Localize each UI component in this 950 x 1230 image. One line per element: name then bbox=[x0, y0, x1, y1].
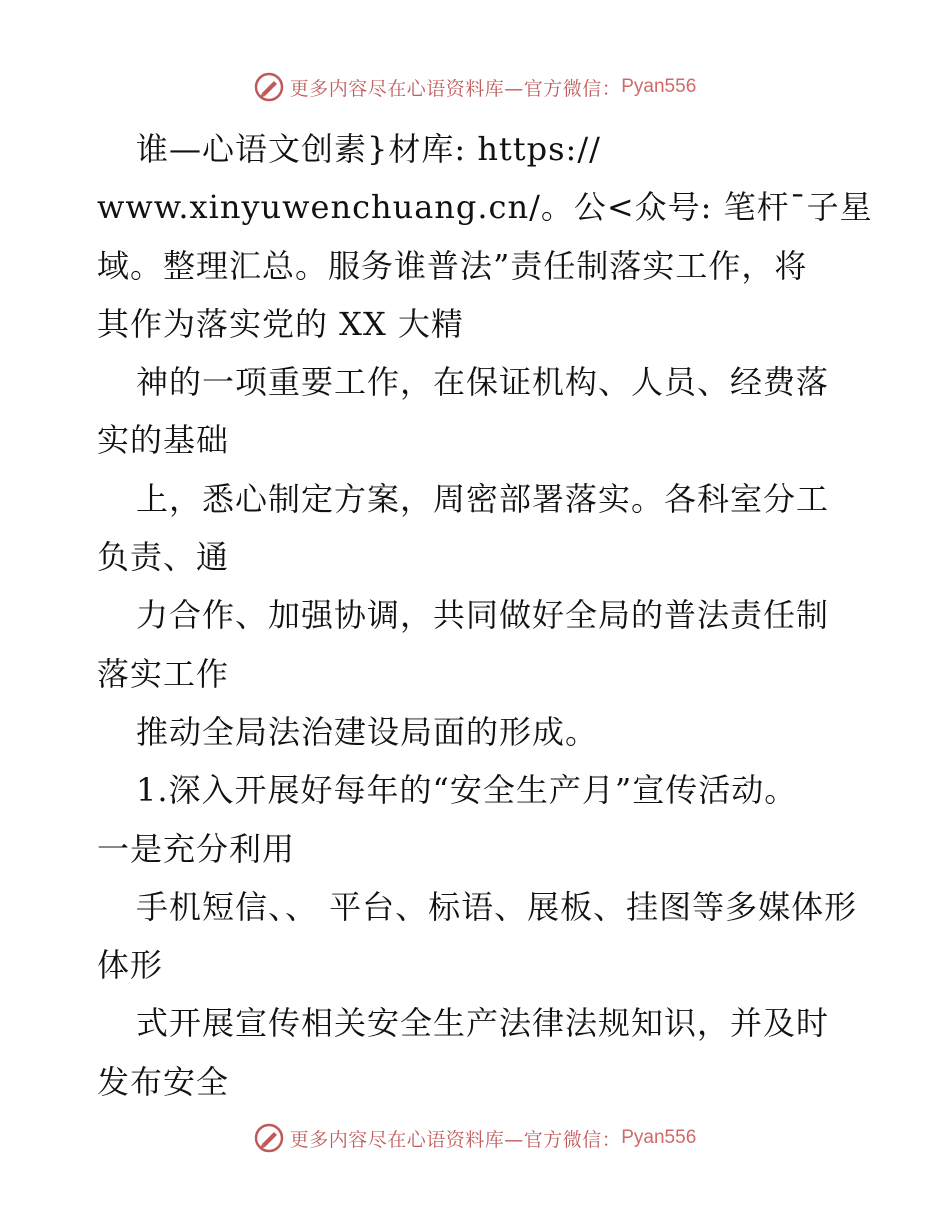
text-line: 式开展宣传相关安全生产法律法规知识，并及时 bbox=[136, 1004, 830, 1043]
watermark-wechat-id: Pyan556 bbox=[621, 76, 697, 97]
text-line: 负责、通 bbox=[97, 538, 230, 577]
text-line: 推动全局法治建设局面的形成。 bbox=[136, 712, 599, 751]
pen-seal-icon bbox=[254, 72, 284, 102]
pen-seal-icon bbox=[254, 1123, 284, 1153]
text-line: 神的一项重要工作，在保证机构、人员、经费落 bbox=[136, 363, 830, 402]
text-line: 1.深入开展好每年的“安全生产月”宣传活动。 bbox=[136, 771, 798, 810]
text-line: 实的基础 bbox=[97, 421, 230, 460]
text-line: 发布安全 bbox=[97, 1062, 230, 1101]
text-line: 域。整理汇总。服务谁普法”责任制落实工作，将 bbox=[97, 246, 808, 285]
text-line: 力合作、加强协调，共同做好全局的普法责任制 bbox=[136, 596, 830, 635]
text-line: 手机短信、、 平台、标语、展板、挂图等多媒体形 bbox=[136, 887, 858, 926]
text-line: 谁—心语文创素}材库: https:// bbox=[136, 130, 601, 168]
watermark-text: 更多内容尽在心语资料库—官方微信： bbox=[289, 77, 622, 100]
text-line: 落实工作 bbox=[97, 654, 230, 693]
text-line: 一是充分利用 bbox=[97, 829, 296, 868]
text-line: 其作为落实党的 XX 大精 bbox=[97, 304, 464, 343]
text-line: www.xinyuwenchuang.cn/。公<众号: 笔杆¯子星 bbox=[97, 188, 873, 227]
header-watermark bbox=[0, 72, 950, 102]
document-body bbox=[97, 120, 873, 1111]
watermark-wechat-id: Pyan556 bbox=[621, 1127, 697, 1148]
watermark-text: 更多内容尽在心语资料库—官方微信： bbox=[289, 1128, 622, 1151]
text-line: 上，悉心制定方案，周密部署落实。各科室分工 bbox=[136, 479, 830, 518]
text-line: 体形 bbox=[97, 946, 164, 985]
footer-watermark bbox=[0, 1123, 950, 1153]
